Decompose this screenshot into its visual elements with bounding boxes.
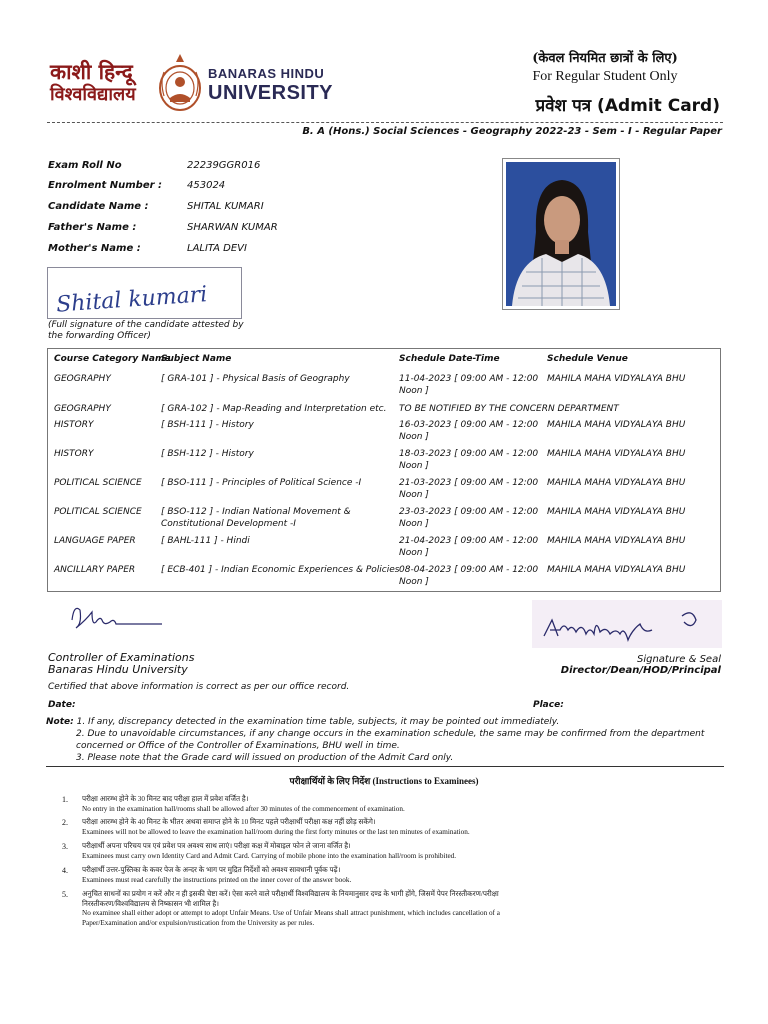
father-name-value: SHARWAN KUMAR [187,222,278,233]
row-subject: [ BSO-111 ] - Principles of Political Science -I [161,478,362,488]
controller-line2: Banaras Hindu University [48,663,188,676]
row-category: POLITICAL SCIENCE [54,478,142,488]
instructions-title: परीक्षार्थियों के लिए निर्देश (Instructions to Examinees) [289,776,479,786]
candidate-signature: Shital kumari [55,282,209,318]
instruction-hindi: परीक्षा आरम्भ होने के 30 मिनट बाद परीक्षा हाल में प्रवेश वर्जित है। [82,795,249,803]
admit-card-header [460,48,720,116]
director-line1: Signature & Seal [636,654,721,665]
row-category: LANGUAGE PAPER [54,536,136,546]
row-venue: MAHILA MAHA VIDYALAYA BHU [547,478,686,488]
instruction-english: No entry in the examination hall/rooms shall be allowed after 30 minutes of the commencement of examination. [82,804,405,813]
row-subject: [ BSO-112 ] - Indian National Movement & Constitutional Development -I [161,507,351,529]
english-name-line1: BANARAS HINDU [208,66,325,81]
instruction-hindi: परीक्षार्थी अपना परिचय पत्र एवं प्रवेश पत्र अवश्य साथ लाएं। परीक्षा कक्ष में मोबाइल फोन ले जाना वर्जित है। [82,842,351,850]
signature-note: (Full signature of the candidate attested by the forwarding Officer) [48,320,244,341]
row-datetime: TO BE NOTIFIED BY THE CONCERN DEPARTMENT [399,404,619,414]
university-english-name [208,66,333,105]
university-hindi-name [50,60,160,106]
course-line: B. A (Hons.) Social Sciences - Geography 2022-23 - Sem - I - Regular Paper [302,126,722,137]
row-subject: [ BAHL-111 ] - Hindi [161,536,250,546]
header-divider [47,122,723,123]
instruction-number: 1. [62,795,68,804]
col-header-category: Course Category Name [54,354,171,364]
instruction-english: Examinees must carry own Identity Card and Admit Card. Carrying of mobile phone into the examination hall/room is prohibited. [82,851,457,860]
row-datetime: 21-04-2023 [ 09:00 AM - 12:00 Noon ] [399,536,539,558]
col-header-subject: Subject Name [161,354,232,364]
candidate-name-value: SHITAL KUMARI [187,201,264,212]
row-datetime: 11-04-2023 [ 09:00 AM - 12:00 Noon ] [399,374,539,396]
col-header-venue: Schedule Venue [547,354,628,364]
row-datetime: 21-03-2023 [ 09:00 AM - 12:00 Noon ] [399,478,539,500]
row-category: ANCILLARY PAPER [54,565,136,575]
notes-section [46,716,726,764]
row-datetime: 23-03-2023 [ 09:00 AM - 12:00 Noon ] [399,507,539,529]
instruction-number: 4. [62,866,68,875]
candidate-name-label: Candidate Name : [48,201,149,212]
note-2: 2. Due to unavoidable circumstances, if any change occurs in the examination schedule, the same may be confirmed from the department concerned or Office of the Controller of Examinations, BHU well in time. [76,729,705,751]
instruction-english: No examinee shall either adopt or attempt to adopt Unfair Means. Use of Unfair Means shall attract punishment, which includes cancellation of a Paper/Examination and/or expulsion/rustication from the University as per rules. [82,909,500,927]
controller-signature [66,600,176,636]
certification-text: Certified that above information is correct as per our office record. [48,682,350,692]
instruction-english: Examinees must read carefully the instructions printed on the inner cover of the answer book. [82,875,352,884]
row-subject: [ GRA-101 ] - Physical Basis of Geography [161,374,350,384]
mother-name-value: LALITA DEVI [187,243,247,254]
candidate-signature-box [47,267,242,319]
hindi-name-line1: काशी हिन्दू [50,59,133,84]
row-venue: MAHILA MAHA VIDYALAYA BHU [547,449,686,459]
section-divider [46,766,724,767]
date-label: Date: [48,700,76,710]
enrolment-value: 453024 [187,180,226,191]
regular-students-hindi: (केवल नियमित छात्रों के लिए) [532,51,678,66]
row-subject: [ GRA-102 ] - Map-Reading and Interpretation etc. [161,404,387,414]
note-3: 3. Please note that the Grade card will issued on production of the Admit Card only. [76,753,454,763]
roll-value: 22239GGR016 [187,160,261,171]
mother-name-label: Mother's Name : [48,243,141,254]
note-1: 1. If any, discrepancy detected in the examination time table, subjects, it may be pointed out immediately. [76,717,560,727]
director-title [561,654,721,676]
instruction-number: 2. [62,818,68,827]
instruction-item [62,842,532,861]
instruction-hindi: अनुचित साधनों का प्रयोग न करें और न ही इसकी चेष्टा करें। ऐसा करने वाले परीक्षार्थी विश्वविद्यालय के नियमानुसार दण्ड के भागी होंगे, जिसमें पेपर निरस्तीकरण/परीक्षा निरस्तीकरण/विश्वविद्यालय से निष्कासन भी शामिल है। [82,890,499,908]
row-venue: MAHILA MAHA VIDYALAYA BHU [547,565,686,575]
note-label: Note: [46,717,74,727]
place-label: Place: [533,700,564,710]
instruction-item [62,866,532,885]
instruction-hindi: परीक्षार्थी उत्तर-पुस्तिका के कवर पेज के अन्दर के भाग पर मुद्रित निर्देशों को अवश्य सावधानी पूर्वक पढ़ें। [82,866,341,874]
row-venue: MAHILA MAHA VIDYALAYA BHU [547,420,686,430]
director-line2: Director/Dean/HOD/Principal [560,665,721,676]
university-emblem-icon [156,52,204,114]
english-name-line2: UNIVERSITY [208,82,334,104]
controller-line1: Controller of Examinations [48,651,195,664]
row-datetime: 16-03-2023 [ 09:00 AM - 12:00 Noon ] [399,420,539,442]
father-name-label: Father's Name : [48,222,137,233]
row-venue: MAHILA MAHA VIDYALAYA BHU [547,507,686,517]
row-venue: MAHILA MAHA VIDYALAYA BHU [547,374,686,384]
instruction-hindi: परीक्षा आरम्भ होने के 40 मिनट के भीतर अथवा समाप्त होने के 10 मिनट पहले परीक्षार्थी परीक्षा कक्ष नहीं छोड़ सकेंगे। [82,818,376,826]
instruction-item [62,795,532,814]
controller-title [48,652,194,676]
row-category: HISTORY [54,420,94,430]
row-category: GEOGRAPHY [54,404,111,414]
candidate-photo [502,158,620,310]
roll-label: Exam Roll No [48,160,122,171]
col-header-datetime: Schedule Date-Time [399,354,500,364]
row-datetime: 18-03-2023 [ 09:00 AM - 12:00 Noon ] [399,449,539,471]
row-category: POLITICAL SCIENCE [54,507,142,517]
enrolment-label: Enrolment Number : [48,180,163,191]
row-datetime: 08-04-2023 [ 09:00 AM - 12:00 Noon ] [399,565,539,587]
admit-card-title: प्रवेश पत्र (Admit Card) [535,96,720,116]
instruction-number: 3. [62,842,68,851]
row-venue: MAHILA MAHA VIDYALAYA BHU [547,536,686,546]
instruction-english: Examinees will not be allowed to leave the examination hall/room during the first forty minutes or the last ten minutes of examination. [82,827,470,836]
row-subject: [ BSH-111 ] - History [161,420,254,430]
row-subject: [ BSH-112 ] - History [161,449,254,459]
exam-schedule-table [47,348,721,592]
instruction-item [62,818,532,837]
hindi-name-line2: विश्वविद्यालय [50,84,136,105]
row-category: GEOGRAPHY [54,374,111,384]
instruction-item [62,890,532,928]
director-signature [532,600,722,648]
instruction-number: 5. [62,890,68,899]
row-subject: [ ECB-401 ] - Indian Economic Experiences & Policies [161,565,400,575]
row-category: HISTORY [54,449,94,459]
regular-students-english: For Regular Student Only [532,69,678,84]
